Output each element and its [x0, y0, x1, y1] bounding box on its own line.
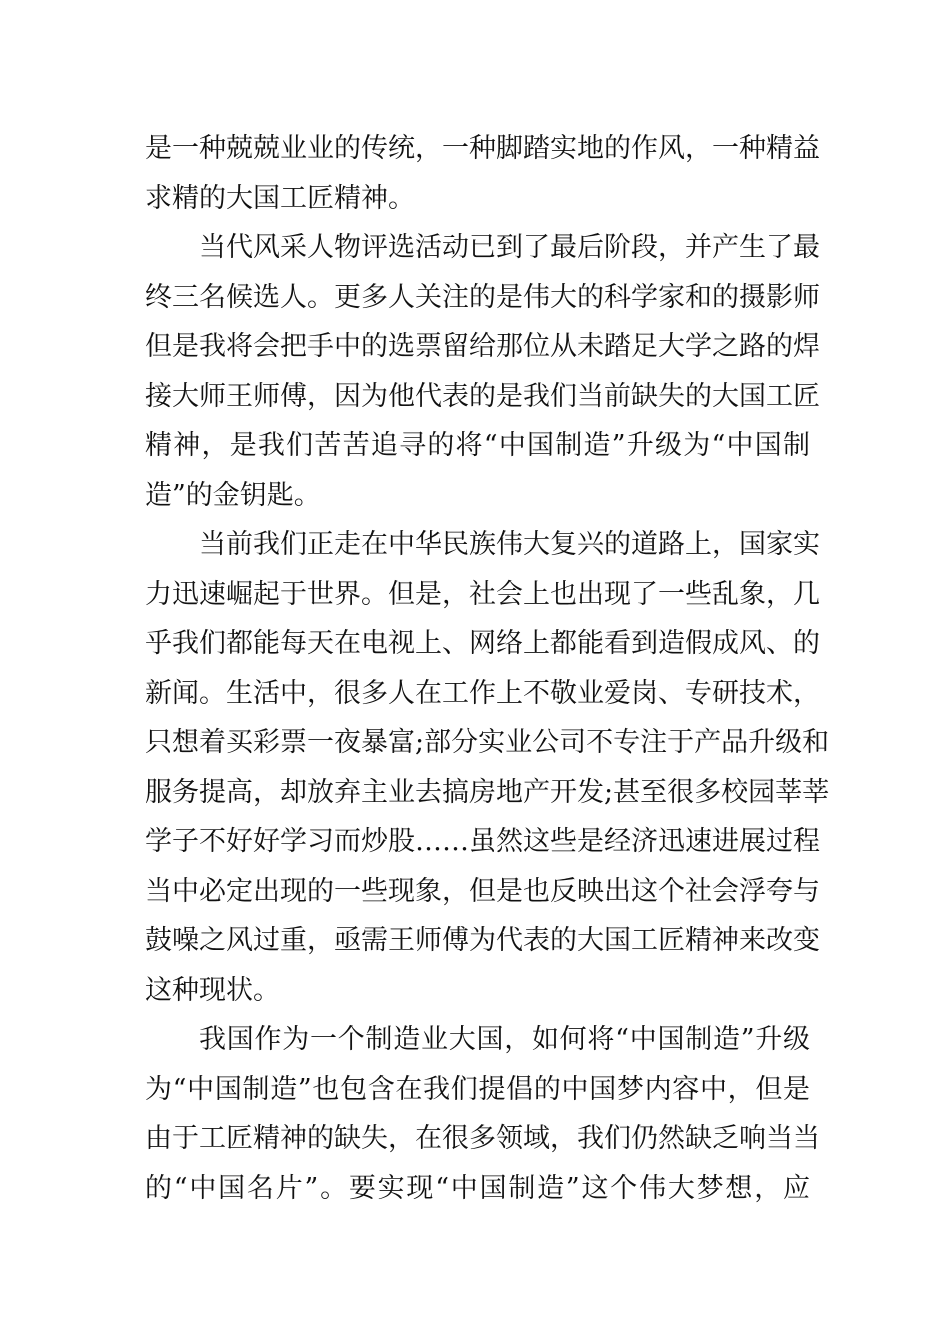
text-line: 但是我将会把手中的选票留给那位从未踏足大学之路的焊 [145, 331, 820, 362]
text-line: 服务提高，却放弃主业去搞房地产开发;甚至很多校园莘莘 [145, 776, 830, 808]
text-line: 鼓噪之风过重，亟需王师傅为代表的大国工匠精神来改变 [145, 925, 820, 956]
text-line: 求精的大国工匠精神。 [145, 182, 415, 214]
text-line: 精神，是我们苦苦追寻的将“中国制造”升级为“中国制 [145, 430, 810, 461]
text-line: 为“中国制造”也包含在我们提倡的中国梦内容中，但是 [145, 1073, 810, 1105]
text-line: 这种现状。 [145, 974, 280, 1006]
text-line: 我国作为一个制造业大国，如何将“中国制造”升级 [199, 1024, 810, 1055]
text-line: 由于工匠精神的缺失，在很多领域，我们仍然缺乏响当当 [145, 1123, 820, 1154]
text-line: 接大师王师傅，因为他代表的是我们当前缺失的大国工匠 [145, 380, 820, 412]
text-line: 终三名候选人。更多人关注的是伟大的科学家和的摄影师 [145, 281, 820, 313]
text-line: 当中必定出现的一些现象，但是也反映出这个社会浮夸与 [145, 875, 820, 907]
text-line: 当前我们正走在中华民族伟大复兴的道路上，国家实 [199, 529, 820, 560]
text-line: 造”的金钥匙。 [145, 479, 321, 511]
text-line: 乎我们都能每天在电视上、网络上都能看到造假成风、的 [145, 628, 820, 659]
text-line: 力迅速崛起于世界。但是，社会上也出现了一些乱象，几 [145, 578, 820, 610]
text-line: 的“中国名片”。要实现“中国制造”这个伟大梦想，应 [145, 1172, 810, 1204]
text-line: 学子不好好学习而炒股……虽然这些是经济迅速进展过程 [145, 826, 820, 857]
text-line: 只想着买彩票一夜暴富;部分实业公司不专注于产品升级和 [145, 727, 830, 758]
body-text [145, 124, 830, 1213]
text-line: 新闻。生活中，很多人在工作上不敬业爱岗、专研技术， [145, 677, 820, 709]
text-line: 是一种兢兢业业的传统，一种脚踏实地的作风，一种精益 [145, 133, 820, 164]
text-line: 当代风采人物评选活动已到了最后阶段，并产生了最 [199, 232, 820, 263]
